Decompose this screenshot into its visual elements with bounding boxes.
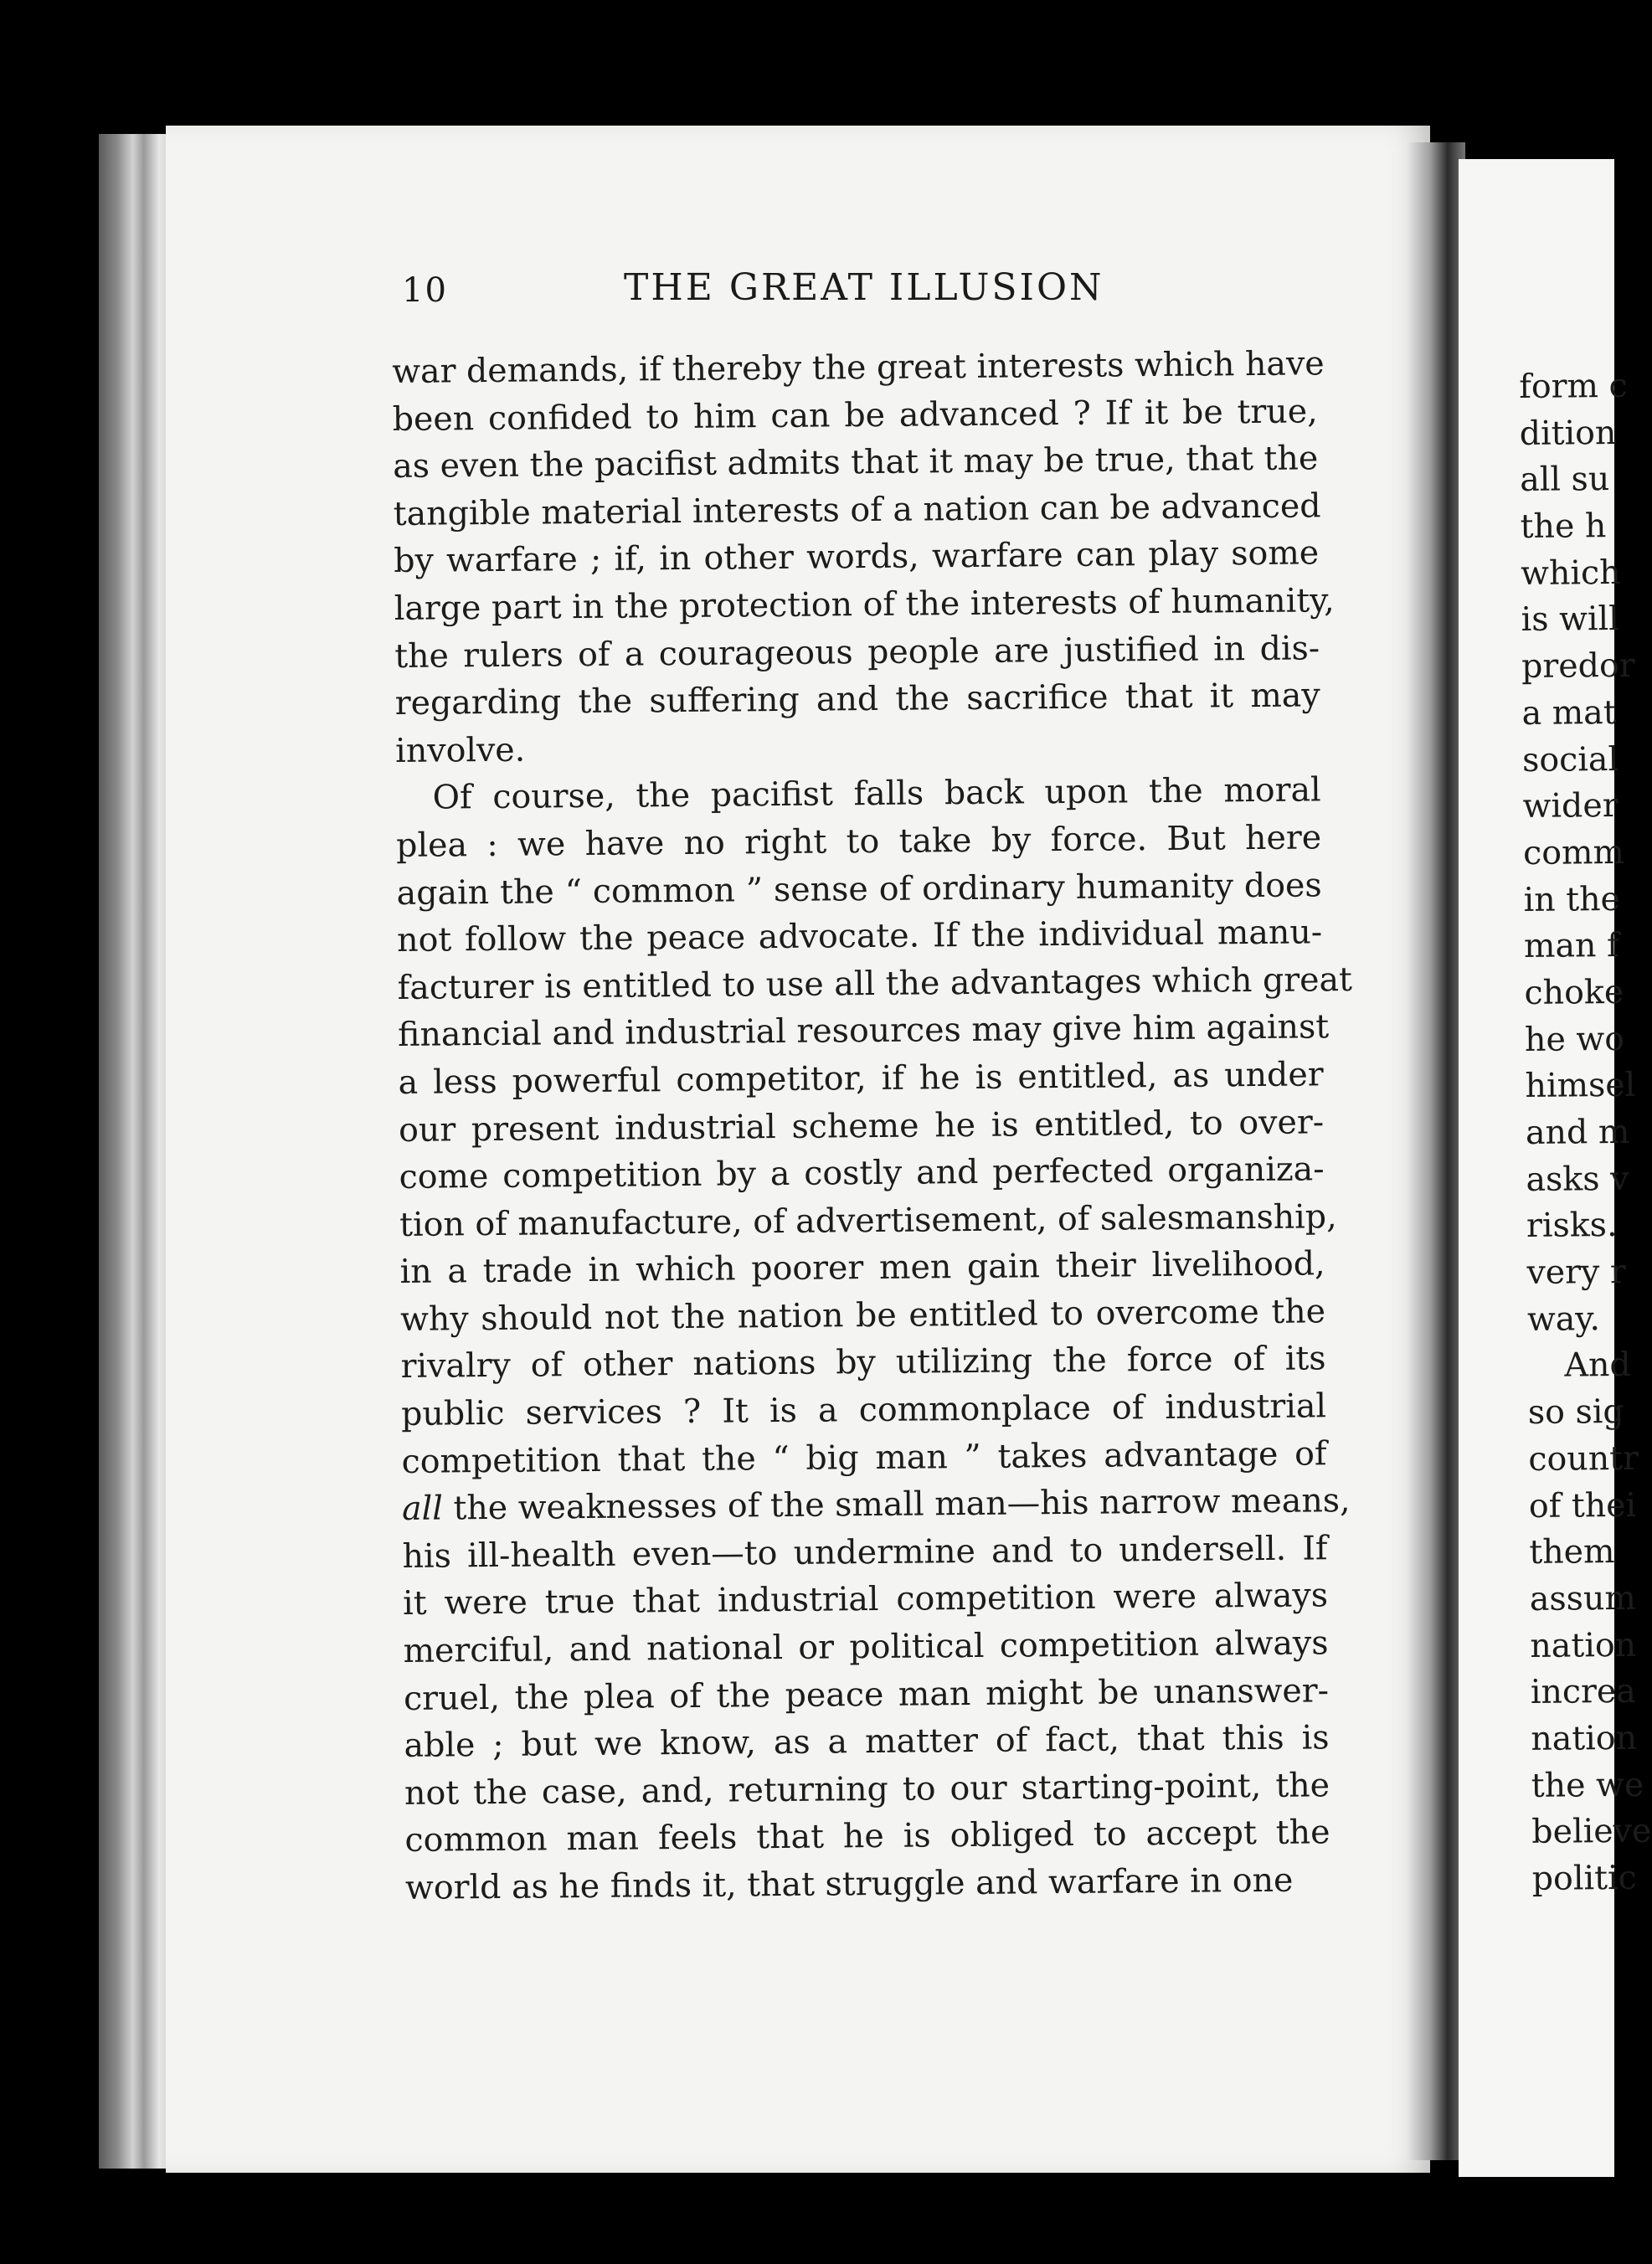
right-text-line: countr: [1528, 1438, 1639, 1479]
right-text-line: asks v: [1526, 1159, 1629, 1199]
text-line: his ill-health even—to undermine and to undersell. If: [402, 1529, 1328, 1576]
right-text-line: wider: [1522, 786, 1619, 826]
text-line: not the case, and, returning to our starting-point, the: [404, 1766, 1330, 1813]
right-text-line: assum: [1529, 1578, 1637, 1618]
right-text-line: And: [1564, 1346, 1631, 1386]
right-text-line: very r: [1526, 1252, 1626, 1293]
right-text-line: all su: [1520, 460, 1610, 500]
right-text-line: man f: [1523, 926, 1619, 966]
right-text-line: social: [1521, 739, 1619, 780]
right-text-line: choke: [1524, 972, 1624, 1012]
right-text-line: form c: [1519, 366, 1628, 406]
right-text-line: predor: [1521, 646, 1635, 687]
right-text-line: dition: [1519, 413, 1617, 453]
right-text-line: comm: [1522, 832, 1625, 872]
text-line: involve.: [394, 730, 526, 770]
text-line: common man feels that he is obliged to accept the: [404, 1813, 1330, 1860]
text-line: a less powerful competitor, if he is entitled, as under: [398, 1055, 1324, 1102]
text-line: regarding the suffering and the sacrifice that it may: [394, 676, 1320, 723]
text-line: large part in the protection of the interests of humanity,: [394, 581, 1335, 628]
text-line: again the “ common ” sense of ordinary humanity does: [396, 865, 1322, 913]
right-text-line: which: [1520, 553, 1621, 593]
left-page-edges: [99, 134, 174, 2169]
text-line: war demands, if thereby the great interests which have: [392, 344, 1325, 391]
text-line: plea : we have no right to take by force. But here: [395, 818, 1322, 865]
page-header: [402, 266, 1365, 325]
right-text-line: politic: [1531, 1858, 1637, 1898]
text-line: come competition by a costly and perfected organiza-: [399, 1150, 1325, 1197]
text-line: able ; but we know, as a matter of fact, that this is: [404, 1718, 1330, 1766]
text-line: public services ? It is a commonplace of industrial: [400, 1387, 1327, 1434]
right-text-line: nation: [1531, 1718, 1638, 1758]
text-line: financial and industrial resources may give him against: [397, 1007, 1330, 1055]
text-line: by warfare ; if, in other words, warfare can play some: [394, 533, 1320, 581]
text-line: tion of manufacture, of advertisement, of salesmanship,: [399, 1196, 1337, 1244]
right-text-line: them: [1529, 1532, 1615, 1572]
page-number: 10: [402, 271, 448, 310]
text-line: not follow the peace advocate. If the individual manu-: [396, 913, 1323, 960]
right-text-line: so sig: [1527, 1392, 1624, 1433]
text-line: world as he finds it, that struggle and warfare in one: [404, 1860, 1294, 1907]
right-text-line: increa: [1530, 1672, 1637, 1712]
book-gutter: [1407, 142, 1465, 2160]
right-text-line: in the: [1523, 879, 1621, 919]
text-line: the rulers of a courageous people are justified in dis-: [394, 628, 1320, 676]
right-text-line: he wo: [1524, 1019, 1625, 1059]
text-line: why should not the nation be entitled to overcome the: [399, 1292, 1326, 1339]
right-text-line: the we: [1531, 1765, 1644, 1805]
text-line: facturer is entitled to use all the advantages which great: [397, 960, 1353, 1007]
text-line: it were true that industrial competition were always: [402, 1576, 1329, 1623]
text-line: our present industrial scheme he is entitled, to over-: [398, 1102, 1325, 1150]
text-line: been confided to him can be advanced ? If it be true,: [392, 391, 1318, 439]
text-line: as even the pacifist admits that it may be true, that the: [393, 439, 1319, 486]
text-line: in a trade in which poorer men gain their livelihood,: [399, 1244, 1325, 1292]
right-text-line: the h: [1520, 507, 1607, 547]
italic-word: all: [401, 1489, 444, 1529]
right-text-line: risks.: [1526, 1206, 1618, 1246]
text-line: tangible material interests of a nation can be advanced: [393, 486, 1321, 533]
right-text-line: way.: [1526, 1299, 1601, 1339]
running-title: THE GREAT ILLUSION: [624, 266, 1104, 309]
right-text-line: is will: [1521, 599, 1620, 640]
right-text-line: nation: [1530, 1625, 1637, 1665]
left-page-text: [392, 340, 1353, 1912]
text-line: competition that the “ big man ” takes advantage of: [401, 1433, 1327, 1481]
text-line: Of course, the pacifist falls back upon the moral: [432, 770, 1321, 817]
text-line: merciful, and national or political competition always: [403, 1623, 1329, 1670]
right-text-line: of thei: [1528, 1485, 1637, 1526]
right-text-line: believe: [1531, 1811, 1652, 1852]
text-line: cruel, the plea of the peace man might be unanswer-: [403, 1670, 1330, 1718]
right-text-line: himsel: [1525, 1066, 1636, 1106]
text-line: rivalry of other nations by utilizing the force of its: [400, 1339, 1326, 1387]
right-text-line: and m: [1525, 1112, 1630, 1152]
right-page: [1459, 159, 1652, 2177]
right-text-line: a mat: [1521, 692, 1617, 733]
right-page-text: [1519, 363, 1652, 1903]
text-line: all the weaknesses of the small man—his narrow means,: [401, 1481, 1351, 1529]
